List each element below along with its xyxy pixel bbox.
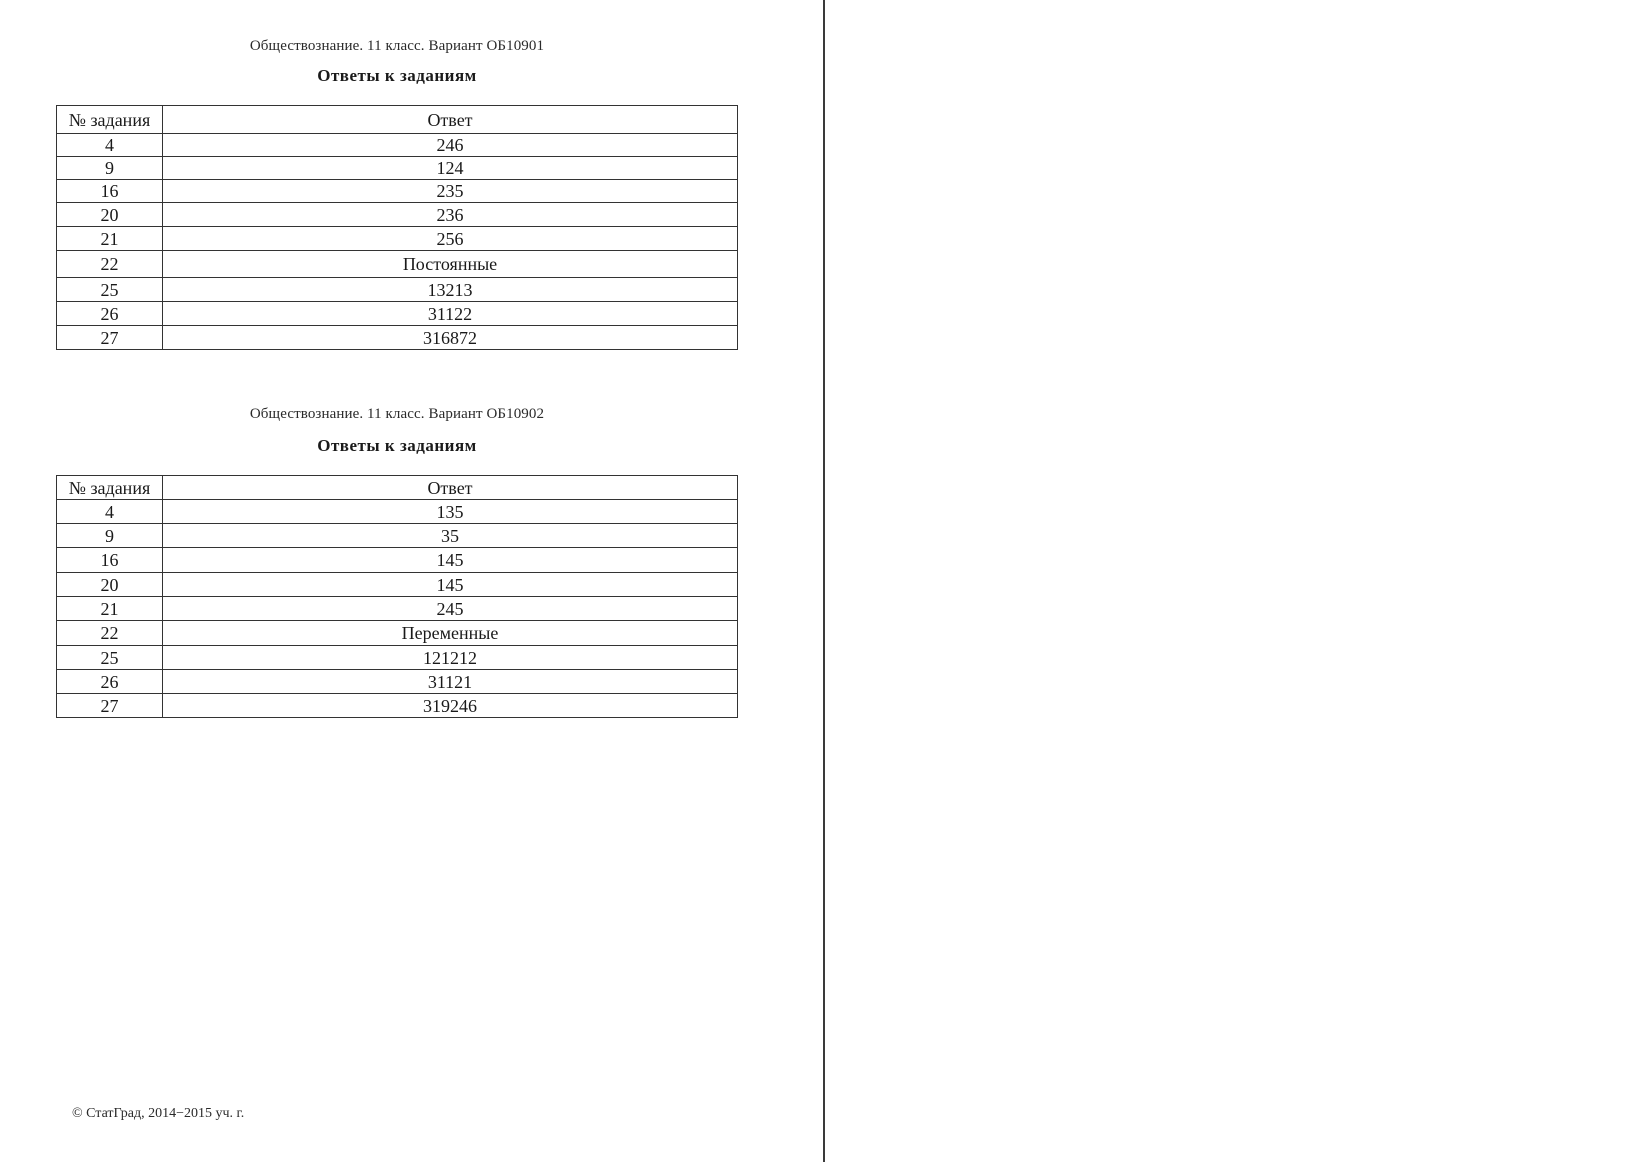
task-number: 26 <box>57 302 163 326</box>
task-number: 22 <box>57 251 163 278</box>
task-number: 16 <box>57 548 163 573</box>
answer-value: 246 <box>163 134 738 157</box>
answer-value: 135 <box>163 500 738 524</box>
answer-value: 13213 <box>163 278 738 302</box>
table-row <box>57 548 738 573</box>
answer-value: 145 <box>163 548 738 573</box>
table-row <box>57 597 738 621</box>
task-number: 21 <box>57 597 163 621</box>
answer-value: 31121 <box>163 670 738 694</box>
table-header-row <box>57 106 738 134</box>
copyright-footer: © СтатГрад, 2014−2015 уч. г. <box>72 1106 245 1121</box>
task-number: 20 <box>57 203 163 227</box>
page-divider <box>823 0 825 1162</box>
answer-value: Постоянные <box>163 251 738 278</box>
task-number: 16 <box>57 180 163 203</box>
table-row <box>57 180 738 203</box>
answer-value: 121212 <box>163 646 738 670</box>
table-row <box>57 646 738 670</box>
task-number: 21 <box>57 227 163 251</box>
table-row <box>57 227 738 251</box>
table-row <box>57 251 738 278</box>
table-row <box>57 524 738 548</box>
column-header-answer: Ответ <box>163 106 738 134</box>
answer-value: 35 <box>163 524 738 548</box>
column-header-answer: Ответ <box>163 476 738 500</box>
task-number: 26 <box>57 670 163 694</box>
table-header-row <box>57 476 738 500</box>
table-row <box>57 203 738 227</box>
task-number: 25 <box>57 646 163 670</box>
column-header-task: № задания <box>57 476 163 500</box>
task-number: 20 <box>57 573 163 597</box>
table-row <box>57 621 738 646</box>
answer-value: Переменные <box>163 621 738 646</box>
table-row <box>57 500 738 524</box>
task-number: 9 <box>57 157 163 180</box>
variant-header: Обществознание. 11 класс. Вариант ОБ10901 <box>249 38 545 54</box>
table-row <box>57 326 738 350</box>
table-row <box>57 302 738 326</box>
table-row <box>57 573 738 597</box>
answer-value: 256 <box>163 227 738 251</box>
variant-header: Обществознание. 11 класс. Вариант ОБ10902 <box>249 406 545 422</box>
task-number: 4 <box>57 500 163 524</box>
answer-value: 124 <box>163 157 738 180</box>
task-number: 22 <box>57 621 163 646</box>
answer-value: 319246 <box>163 694 738 718</box>
answers-table <box>56 105 738 350</box>
answers-title: Ответы к заданиям <box>317 66 477 85</box>
task-number: 4 <box>57 134 163 157</box>
table-row <box>57 157 738 180</box>
answer-value: 145 <box>163 573 738 597</box>
table-row <box>57 278 738 302</box>
column-header-task: № задания <box>57 106 163 134</box>
answer-value: 31122 <box>163 302 738 326</box>
answers-title: Ответы к заданиям <box>317 436 477 455</box>
answer-value: 236 <box>163 203 738 227</box>
table-row <box>57 670 738 694</box>
answer-value: 245 <box>163 597 738 621</box>
answer-value: 316872 <box>163 326 738 350</box>
task-number: 9 <box>57 524 163 548</box>
table-row <box>57 134 738 157</box>
task-number: 25 <box>57 278 163 302</box>
task-number: 27 <box>57 694 163 718</box>
task-number: 27 <box>57 326 163 350</box>
answer-value: 235 <box>163 180 738 203</box>
answers-table <box>56 475 738 718</box>
table-row <box>57 694 738 718</box>
